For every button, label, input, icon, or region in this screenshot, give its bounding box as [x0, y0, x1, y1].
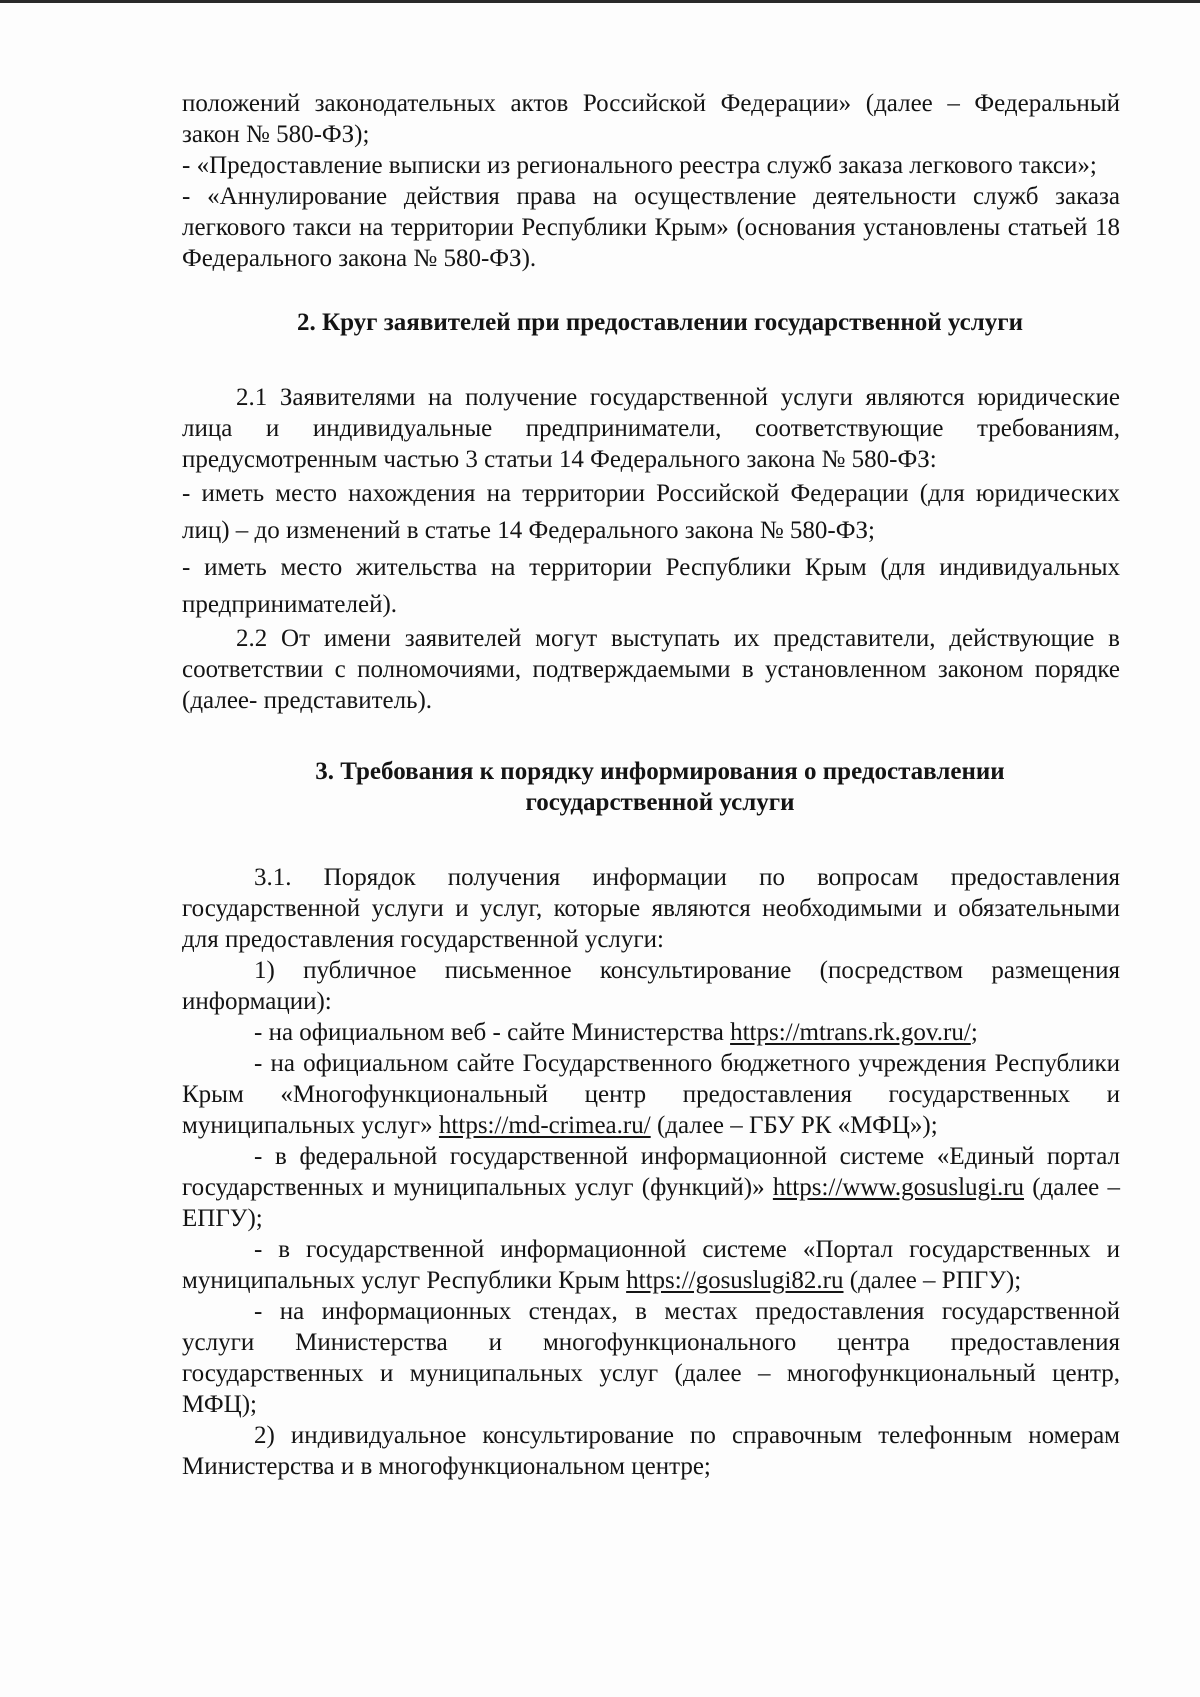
paragraph-3-1: 3.1. Порядок получения информации по вопросам предоставления государственной услуги и услуг, которые являются необходимыми и обязательными для предоставления государственной услуги: [182, 864, 1120, 953]
item-epgu [182, 1141, 1120, 1234]
section-2-heading: 2. Круг заявителей при предоставлении государственной услуги [296, 309, 1024, 336]
mfc-link[interactable]: https://md-crimea.ru/ [438, 1112, 651, 1139]
section-3-heading-line2: государственной услуги [525, 789, 795, 816]
epgu-text: - в федеральной государственной информационной системе «Единый портал государственных и муниципальных услуг (функций)» [182, 1143, 1120, 1201]
section-3-heading [182, 756, 1120, 818]
scan-top-edge [0, 0, 1200, 3]
mfc-text: - на официальном сайте Государственного бюджетного учреждения Республики Крым «Многофункциональный центр предоставления государственных и муниципальных услуг» [182, 1050, 1120, 1139]
paragraph-2-1: 2.1 Заявителями на получение государственной услуги являются юридические лица и индивидуальные предприниматели, соответствующие требованиям, предусмотренным частью 3 статьи 14 Федерального закона № 580-ФЗ: [182, 384, 1120, 473]
item-rpgu [182, 1234, 1120, 1296]
item-2-individual-consulting: 2) индивидуальное консультирование по справочным телефонным номерам Министерства и в многофункциональном центре; [182, 1422, 1120, 1480]
rpgu-tail: (далее – РПГУ); [843, 1267, 1022, 1294]
ministry-text: - на официальном веб - сайте Министерства [254, 1019, 731, 1046]
section-3-heading-line1: 3. Требования к порядку информирования о предоставлении [315, 758, 1005, 785]
document-body [182, 88, 1120, 1482]
item-info-stands: - на информационных стендах, в местах предоставления государственной услуги Министерства и многофункционального центра предоставления государственных и муниципальных услуг (далее – многофункциональный центр, МФЦ); [182, 1298, 1120, 1418]
item-1-public-consulting: 1) публичное письменное консультирование (посредством размещения информации): [182, 957, 1120, 1015]
bullet-location: - иметь место нахождения на территории Российской Федерации (для юридических лиц) – до изменений в статье 14 Федерального закона № 580-ФЗ; [182, 480, 1120, 544]
list-item-annul: - «Аннулирование действия права на осуществление деятельности служб заказа легкового такси на территории Республики Крым» (основания установлены статьей 18 Федерального закона № 580-ФЗ). [182, 183, 1120, 272]
ministry-link[interactable]: https://mtrans.rk.gov.ru/ [730, 1019, 971, 1046]
ministry-tail: ; [970, 1019, 978, 1046]
rpgu-link[interactable]: https://gosuslugi82.ru [626, 1267, 844, 1294]
epgu-link[interactable]: https://www.gosuslugi.ru [772, 1174, 1025, 1201]
item-mfc-website [182, 1048, 1120, 1141]
mfc-tail: (далее – ГБУ РК «МФЦ»); [650, 1112, 938, 1139]
item-ministry-website [182, 1017, 1120, 1048]
intro-line: положений законодательных актов Российской Федерации» (далее – Федеральный закон № 580-ФЗ); [182, 90, 1120, 148]
bullet-residence: - иметь место жительства на территории Республики Крым (для индивидуальных предпринимателей). [182, 554, 1120, 618]
paragraph-2-2: 2.2 От имени заявителей могут выступать их представители, действующие в соответствии с полномочиями, подтверждаемыми в установленном законом порядке (далее- представитель). [182, 625, 1120, 714]
epgu-tail: (далее – ЕПГУ); [182, 1174, 1120, 1232]
list-item-extract: - «Предоставление выписки из регионального реестра служб заказа легкового такси»; [182, 152, 1097, 179]
rpgu-text: - в государственной информационной системе «Портал государственных и муниципальных услуг Республики Крым [182, 1236, 1120, 1294]
